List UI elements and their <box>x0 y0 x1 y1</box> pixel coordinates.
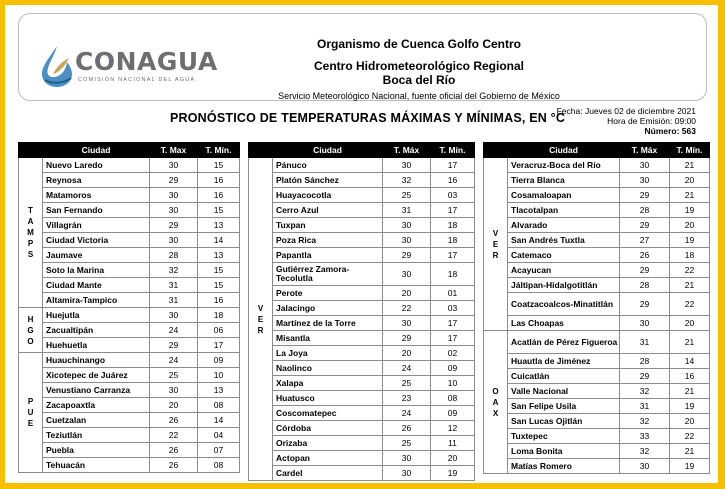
city-name: Jaumave <box>43 248 150 263</box>
temp-max: 29 <box>150 338 198 353</box>
table-row <box>249 421 475 436</box>
table-row <box>249 436 475 451</box>
temp-min: 13 <box>198 248 240 263</box>
table-row <box>484 331 710 354</box>
temp-min: 15 <box>198 278 240 293</box>
temp-min: 21 <box>670 188 710 203</box>
city-name: Tuxpan <box>273 218 383 233</box>
header-state <box>249 143 273 158</box>
city-name: Actopan <box>273 451 383 466</box>
city-name: Matamoros <box>43 188 150 203</box>
table-row <box>249 346 475 361</box>
city-name: Ciudad Victoria <box>43 233 150 248</box>
temp-min: 01 <box>431 286 475 301</box>
table-row <box>19 413 240 428</box>
state-label: O A X <box>484 331 508 474</box>
table-row <box>484 188 710 203</box>
temp-max: 30 <box>383 466 431 481</box>
city-name: Gutiérrez Zamora-Tecolutla <box>273 263 383 286</box>
conagua-logo <box>39 44 218 92</box>
temp-min: 17 <box>431 203 475 218</box>
temp-max: 28 <box>620 278 670 293</box>
temp-min: 11 <box>431 436 475 451</box>
city-name: Huejutla <box>43 308 150 323</box>
temp-min: 13 <box>198 218 240 233</box>
table-row <box>484 369 710 384</box>
temp-max: 30 <box>383 316 431 331</box>
city-name: Villagrán <box>43 218 150 233</box>
city-name: Catemaco <box>508 248 620 263</box>
table-row <box>19 368 240 383</box>
temp-min: 22 <box>670 293 710 316</box>
header-tmin: T. Mín. <box>198 143 240 158</box>
table-row <box>249 451 475 466</box>
city-name: Huautla de Jiménez <box>508 354 620 369</box>
table-row <box>19 278 240 293</box>
table-row <box>19 383 240 398</box>
temp-max: 30 <box>150 233 198 248</box>
temp-max: 30 <box>620 316 670 331</box>
temp-min: 20 <box>670 316 710 331</box>
page-title: PRONÓSTICO DE TEMPERATURAS MÁXIMAS Y MÍNIMAS, EN °C <box>170 111 566 125</box>
temp-max: 32 <box>620 384 670 399</box>
temp-min: 17 <box>431 316 475 331</box>
temp-min: 21 <box>670 384 710 399</box>
temp-max: 30 <box>620 158 670 173</box>
temp-min: 21 <box>670 331 710 354</box>
header-ciudad: Ciudad <box>273 143 383 158</box>
temp-min: 16 <box>431 173 475 188</box>
temp-max: 25 <box>383 188 431 203</box>
city-name: Papantla <box>273 248 383 263</box>
state-label: H G O <box>19 308 43 353</box>
temp-max: 26 <box>150 458 198 473</box>
temp-min: 14 <box>198 233 240 248</box>
temp-min: 04 <box>198 428 240 443</box>
table-row <box>19 458 240 473</box>
temp-max: 29 <box>150 218 198 233</box>
city-name: Tierra Blanca <box>508 173 620 188</box>
temp-max: 30 <box>620 459 670 474</box>
temp-max: 24 <box>383 406 431 421</box>
temp-min: 16 <box>670 369 710 384</box>
temp-max: 29 <box>620 369 670 384</box>
forecast-sheet <box>5 5 718 483</box>
temp-min: 19 <box>431 466 475 481</box>
temp-max: 32 <box>620 444 670 459</box>
temp-min: 15 <box>198 263 240 278</box>
table-row <box>484 173 710 188</box>
table-row <box>19 323 240 338</box>
temp-min: 19 <box>670 399 710 414</box>
table-row <box>19 398 240 413</box>
city-name: San Lucas Ojitlán <box>508 414 620 429</box>
temp-max: 25 <box>150 368 198 383</box>
header-state <box>19 143 43 158</box>
temp-max: 26 <box>150 443 198 458</box>
temp-max: 30 <box>383 263 431 286</box>
temp-min: 06 <box>198 323 240 338</box>
table-row <box>484 293 710 316</box>
table-row <box>484 384 710 399</box>
temp-max: 26 <box>620 248 670 263</box>
city-name: Tlacotalpan <box>508 203 620 218</box>
temp-max: 30 <box>150 188 198 203</box>
city-name: Martínez de la Torre <box>273 316 383 331</box>
table-row <box>19 173 240 188</box>
table-row <box>484 459 710 474</box>
table-row <box>484 399 710 414</box>
header-tmax: T. Máx <box>383 143 431 158</box>
state-label: T A M P S <box>19 158 43 308</box>
temp-min: 16 <box>198 293 240 308</box>
table-row <box>249 361 475 376</box>
temp-max: 22 <box>383 301 431 316</box>
table-row <box>249 248 475 263</box>
table-row <box>484 263 710 278</box>
city-name: Jáltipan-Hidalgotitlán <box>508 278 620 293</box>
city-name: Loma Bonita <box>508 444 620 459</box>
temp-min: 20 <box>670 218 710 233</box>
table-row <box>19 248 240 263</box>
temp-max: 28 <box>150 248 198 263</box>
temp-max: 31 <box>620 331 670 354</box>
city-name: Coscomatepec <box>273 406 383 421</box>
temp-max: 20 <box>383 286 431 301</box>
table-row <box>249 173 475 188</box>
table-row <box>249 376 475 391</box>
org-line-1: Organismo de Cuenca Golfo Centro <box>316 37 522 51</box>
table-row <box>484 248 710 263</box>
temp-max: 20 <box>150 398 198 413</box>
city-name: Xicotepec de Juárez <box>43 368 150 383</box>
city-name: Cuicatlán <box>508 369 620 384</box>
header-tmax: T. Max <box>150 143 198 158</box>
org-line-3: Boca del Río <box>382 73 456 87</box>
table-row <box>484 203 710 218</box>
temp-min: 19 <box>670 233 710 248</box>
table-row <box>19 188 240 203</box>
panel-center <box>248 142 475 481</box>
temp-min: 17 <box>431 331 475 346</box>
temp-min: 13 <box>198 383 240 398</box>
temp-max: 27 <box>620 233 670 248</box>
city-name: Zacualtipán <box>43 323 150 338</box>
temp-max: 25 <box>383 436 431 451</box>
table-row <box>19 308 240 323</box>
table-row <box>249 466 475 481</box>
temp-max: 24 <box>150 323 198 338</box>
forecast-table <box>248 142 475 481</box>
table-row <box>19 353 240 368</box>
table-row <box>19 218 240 233</box>
table-row <box>19 293 240 308</box>
logo-text: CONAGUA <box>75 47 218 76</box>
temp-max: 26 <box>150 413 198 428</box>
table-row <box>249 158 475 173</box>
temp-min: 03 <box>431 301 475 316</box>
city-name: Teziutlán <box>43 428 150 443</box>
city-name: Cuetzalan <box>43 413 150 428</box>
temp-max: 30 <box>150 308 198 323</box>
table-row <box>484 233 710 248</box>
temp-max: 28 <box>620 203 670 218</box>
temp-min: 08 <box>431 391 475 406</box>
table-row <box>19 203 240 218</box>
state-label: V E R <box>484 158 508 331</box>
city-name: Pánuco <box>273 158 383 173</box>
temp-min: 09 <box>198 353 240 368</box>
temp-min: 16 <box>198 188 240 203</box>
temp-max: 33 <box>620 429 670 444</box>
temp-min: 20 <box>670 173 710 188</box>
temp-min: 03 <box>431 188 475 203</box>
city-name: Las Choapas <box>508 316 620 331</box>
temp-max: 32 <box>383 173 431 188</box>
table-row <box>249 406 475 421</box>
table-row <box>19 428 240 443</box>
temp-max: 30 <box>383 451 431 466</box>
city-name: Coatzacoalcos-Minatitlán <box>508 293 620 316</box>
issue-time: Hora de Emisión: 09:00 <box>607 116 696 126</box>
water-drop-icon <box>39 44 75 88</box>
city-name: Xalapa <box>273 376 383 391</box>
table-row <box>484 278 710 293</box>
issue-number: Número: 563 <box>644 126 696 136</box>
city-name: Reynosa <box>43 173 150 188</box>
temp-min: 17 <box>198 338 240 353</box>
temp-min: 22 <box>670 263 710 278</box>
city-name: Jalacingo <box>273 301 383 316</box>
org-line-2: Centro Hidrometeorológico Regional <box>313 59 524 73</box>
temp-max: 31 <box>383 203 431 218</box>
table-row <box>484 158 710 173</box>
temp-min: 20 <box>670 414 710 429</box>
city-name: Matías Romero <box>508 459 620 474</box>
city-name: Acatlán de Pérez Figueroa <box>508 331 620 354</box>
temp-min: 21 <box>670 158 710 173</box>
temp-max: 25 <box>383 376 431 391</box>
temp-min: 21 <box>670 444 710 459</box>
temp-max: 30 <box>620 173 670 188</box>
temp-min: 09 <box>431 361 475 376</box>
header-ciudad: Ciudad <box>43 143 150 158</box>
temp-min: 18 <box>431 233 475 248</box>
city-name: Orizaba <box>273 436 383 451</box>
city-name: Poza Rica <box>273 233 383 248</box>
temp-min: 14 <box>198 413 240 428</box>
temp-max: 30 <box>150 383 198 398</box>
temp-max: 32 <box>150 263 198 278</box>
table-row <box>484 354 710 369</box>
table-row <box>19 158 240 173</box>
temp-max: 31 <box>620 399 670 414</box>
table-row <box>249 218 475 233</box>
temp-max: 24 <box>383 361 431 376</box>
temp-min: 10 <box>198 368 240 383</box>
temp-min: 18 <box>431 263 475 286</box>
temp-max: 20 <box>383 346 431 361</box>
temp-max: 30 <box>150 158 198 173</box>
temp-min: 18 <box>670 248 710 263</box>
temp-max: 26 <box>383 421 431 436</box>
city-name: Ciudad Mante <box>43 278 150 293</box>
city-name: Tuxtepec <box>508 429 620 444</box>
table-row <box>484 414 710 429</box>
city-name: Cardel <box>273 466 383 481</box>
temp-max: 29 <box>620 218 670 233</box>
forecast-table <box>483 142 710 474</box>
table-row <box>19 443 240 458</box>
table-row <box>249 391 475 406</box>
city-name: San Fernando <box>43 203 150 218</box>
temp-min: 20 <box>431 451 475 466</box>
city-name: Acayucan <box>508 263 620 278</box>
temp-min: 19 <box>670 203 710 218</box>
city-name: Huauchinango <box>43 353 150 368</box>
temp-min: 09 <box>431 406 475 421</box>
city-name: Veracruz-Boca del Río <box>508 158 620 173</box>
temp-min: 21 <box>670 278 710 293</box>
table-row <box>484 429 710 444</box>
city-name: Naolinco <box>273 361 383 376</box>
city-name: La Joya <box>273 346 383 361</box>
state-label: V E R <box>249 158 273 481</box>
city-name: Cerro Azul <box>273 203 383 218</box>
temp-max: 30 <box>383 158 431 173</box>
logo-subtitle: COMISIÓN NACIONAL DEL AGUA <box>78 77 196 83</box>
table-row <box>249 263 475 286</box>
temp-min: 15 <box>198 203 240 218</box>
city-name: Huatusco <box>273 391 383 406</box>
city-name: Nuevo Laredo <box>43 158 150 173</box>
city-name: Huehuetla <box>43 338 150 353</box>
temp-min: 19 <box>670 459 710 474</box>
table-row <box>249 188 475 203</box>
city-name: Córdoba <box>273 421 383 436</box>
temp-min: 07 <box>198 443 240 458</box>
city-name: Altamira-Tampico <box>43 293 150 308</box>
temp-min: 02 <box>431 346 475 361</box>
temp-max: 29 <box>620 293 670 316</box>
temp-min: 16 <box>198 173 240 188</box>
temp-max: 31 <box>150 293 198 308</box>
city-name: Platón Sánchez <box>273 173 383 188</box>
org-line-4: Servicio Meteorológico Nacional, fuente oficial del Gobierno de México <box>278 91 560 101</box>
temp-max: 24 <box>150 353 198 368</box>
temp-min: 12 <box>431 421 475 436</box>
city-name: Cosamaloapan <box>508 188 620 203</box>
table-row <box>249 286 475 301</box>
city-name: Venustiano Carranza <box>43 383 150 398</box>
city-name: Tehuacán <box>43 458 150 473</box>
header-state <box>484 143 508 158</box>
temp-min: 15 <box>198 158 240 173</box>
state-label: P U E <box>19 353 43 473</box>
city-name: Soto la Marina <box>43 263 150 278</box>
temp-max: 30 <box>383 218 431 233</box>
city-name: Zacapoaxtla <box>43 398 150 413</box>
table-row <box>484 218 710 233</box>
table-row <box>249 316 475 331</box>
issue-date: Fecha: Jueves 02 de diciembre 2021 <box>556 106 696 116</box>
temp-min: 18 <box>198 308 240 323</box>
city-name: San Andrés Tuxtla <box>508 233 620 248</box>
temp-max: 29 <box>150 173 198 188</box>
header-ciudad: Ciudad <box>508 143 620 158</box>
table-row <box>19 263 240 278</box>
temp-min: 22 <box>670 429 710 444</box>
forecast-table <box>18 142 240 473</box>
panel-right <box>483 142 710 474</box>
city-name: Huayacocotla <box>273 188 383 203</box>
temp-min: 17 <box>431 158 475 173</box>
city-name: Puebla <box>43 443 150 458</box>
table-row <box>249 301 475 316</box>
temp-max: 28 <box>620 354 670 369</box>
temp-max: 29 <box>620 263 670 278</box>
temp-max: 31 <box>150 278 198 293</box>
temp-max: 29 <box>383 248 431 263</box>
header-tmax: T. Máx <box>620 143 670 158</box>
temp-min: 10 <box>431 376 475 391</box>
city-name: Misantla <box>273 331 383 346</box>
city-name: Perote <box>273 286 383 301</box>
temp-max: 23 <box>383 391 431 406</box>
temp-max: 22 <box>150 428 198 443</box>
table-row <box>249 233 475 248</box>
panel-left <box>18 142 240 473</box>
temp-max: 32 <box>620 414 670 429</box>
city-name: San Felipe Usila <box>508 399 620 414</box>
temp-min: 18 <box>431 218 475 233</box>
table-row <box>249 331 475 346</box>
temp-max: 29 <box>620 188 670 203</box>
temp-max: 30 <box>383 233 431 248</box>
city-name: Alvarado <box>508 218 620 233</box>
header-tmin: T. Mín. <box>431 143 475 158</box>
table-row <box>19 338 240 353</box>
temp-min: 14 <box>670 354 710 369</box>
table-row <box>484 316 710 331</box>
temp-min: 08 <box>198 458 240 473</box>
temp-max: 29 <box>383 331 431 346</box>
header-box <box>18 13 707 101</box>
city-name: Valle Nacional <box>508 384 620 399</box>
temp-min: 17 <box>431 248 475 263</box>
table-row <box>249 203 475 218</box>
temp-max: 30 <box>150 203 198 218</box>
temp-min: 08 <box>198 398 240 413</box>
table-row <box>484 444 710 459</box>
table-row <box>19 233 240 248</box>
header-tmin: T. Mín. <box>670 143 710 158</box>
